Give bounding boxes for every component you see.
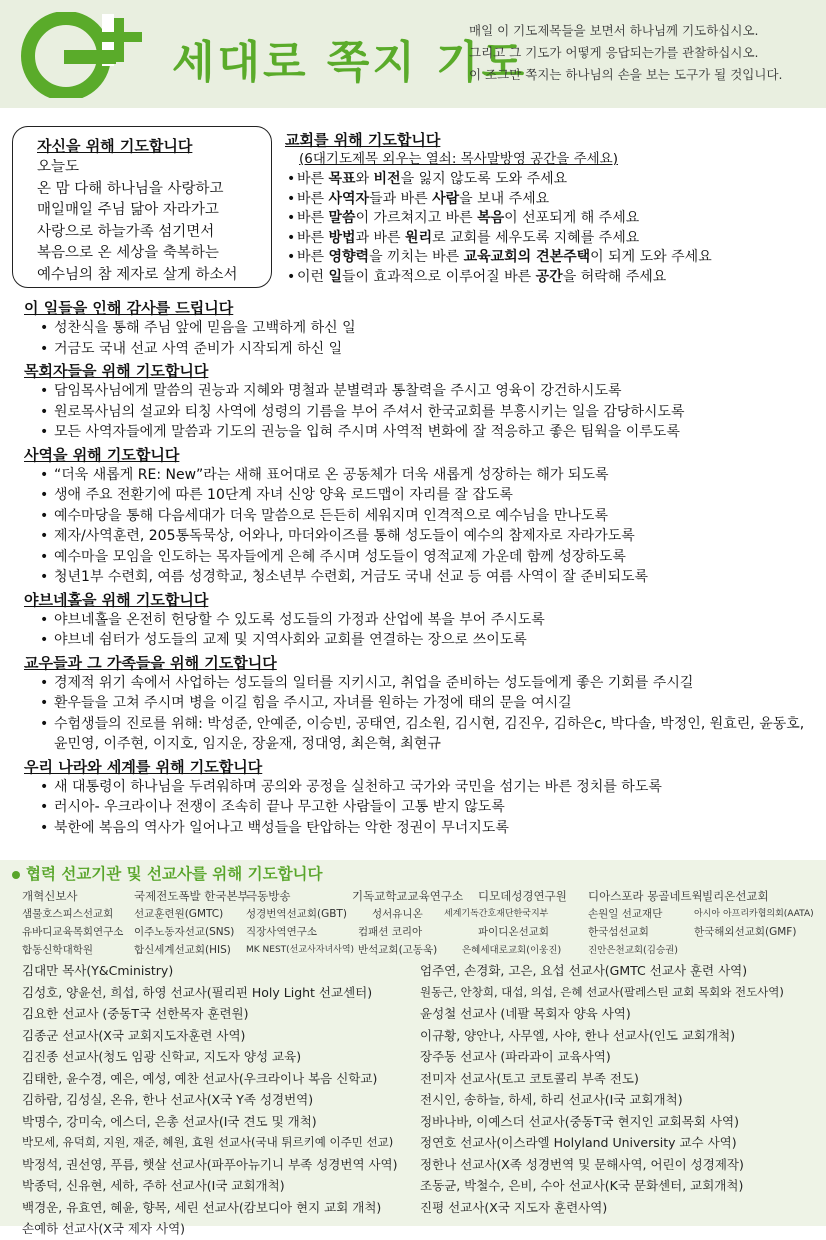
- org-name: 유바디교육목회연구소: [22, 926, 124, 938]
- missionary-entry: 전미자 선교사(토고 코토콜리 부족 전도): [420, 1070, 639, 1086]
- missionaries-left-column: [22, 960, 398, 1240]
- members-section: [24, 653, 814, 755]
- prayer-item: • 거금도 국내 선교 사역 준비가 시작되게 하신 일: [24, 339, 814, 360]
- prayer-item: • 성찬식을 통해 주님 앞에 믿음을 고백하게 하신 일: [24, 318, 814, 339]
- cooperating-missions-panel: [0, 860, 826, 1236]
- church-prayer-title: 교회를 위해 기도합니다: [285, 131, 441, 149]
- section-title: 사역을 위해 기도합니다: [24, 445, 180, 464]
- church-prayer-item: • 바른 방법과 바른 원리로 교회를 세우도록 지혜를 주세요: [285, 229, 815, 249]
- church-prayer-section: [285, 130, 815, 288]
- self-prayer-line: 오늘도: [37, 159, 80, 175]
- church-prayer-item: • 바른 말씀이 가르쳐지고 바른 복음이 선포되게 해 주세요: [285, 209, 815, 229]
- section-title: 교우들과 그 가족들을 위해 기도합니다: [24, 653, 277, 672]
- missionary-entry: 조동균, 박철수, 은비, 수아 선교사(K국 문화센터, 교회개척): [420, 1178, 744, 1193]
- church-prayer-item: • 바른 사역자들과 바른 사람을 보내 주세요: [285, 190, 815, 210]
- self-prayer-line: 사랑으로 하늘가족 섬기면서: [37, 223, 215, 240]
- section-title: 목회자들을 위해 기도합니다: [24, 362, 209, 380]
- prayer-item: • “더욱 새롭게 RE: New”라는 새해 표어대로 온 공동체가 더욱 새롭게 성장하는 해가 되도록: [24, 465, 814, 486]
- prayer-item: • 야브네 쉼터가 성도들의 교제 및 지역사회와 교회를 연결하는 장으로 쓰이도록: [24, 630, 814, 651]
- missionary-entry: 김태한, 윤수경, 예은, 예성, 예찬 선교사(우크라이나 복음 신학교): [22, 1070, 378, 1086]
- missionary-entry: 박모세, 유덕희, 지원, 재준, 혜원, 효원 선교사(국내 튀르키예 이주민 선교): [22, 1135, 394, 1149]
- self-prayer-title: 자신을 위해 기도합니다: [37, 137, 193, 155]
- church-prayer-list: [285, 170, 815, 288]
- org-name: 성서유니온: [372, 908, 423, 920]
- pastors-section: [24, 361, 814, 443]
- page-title: 세대로 쪽지 기도: [172, 37, 528, 88]
- prayer-item: • 모든 사역자들에게 말씀과 기도의 권능을 입혀 주시며 사역적 변화에 잘 적응하고 좋은 팀웍을 이루도록: [24, 422, 814, 443]
- church-prayer-item: • 바른 영향력을 끼치는 바른 교육교회의 견본주택이 되게 도와 주세요: [285, 248, 815, 268]
- prayer-item: • 야브네홀을 온전히 헌당할 수 있도록 성도들의 가정과 산업에 복을 부어 주시도록: [24, 610, 814, 631]
- church-prayer-item: • 바른 목표와 비전을 잃지 않도록 도와 주세요: [285, 170, 815, 190]
- org-name: 아시아 아프리카협의회(AATA): [694, 909, 814, 919]
- missionary-entry: 윤성철 선교사 (네팔 목회자 양육 사역): [420, 1006, 631, 1021]
- missionary-entry: 김성호, 양윤선, 희섭, 하영 선교사(필리핀 Holy Light 선교센터): [22, 984, 373, 1000]
- missionary-entry: 김요한 선교사 (중동T국 선한목자 훈련원): [22, 1006, 249, 1021]
- self-prayer-line: 복음으로 온 세상을 축복하는: [37, 245, 219, 261]
- org-name: 파이디온선교회: [478, 926, 550, 938]
- missionary-entry: 전시인, 송하늘, 하세, 하리 선교사(I국 교회개척): [420, 1092, 683, 1107]
- bullet-dot-icon: [12, 871, 20, 879]
- org-name: 반석교회(고동욱): [358, 944, 438, 956]
- self-prayer-text: [37, 157, 238, 286]
- org-name: 디아스포라 몽골네트웍: [588, 889, 703, 903]
- org-name: 디모데성경연구원: [478, 889, 567, 903]
- self-prayer-line: 예수님의 참 제자로 살게 하소서: [37, 266, 238, 283]
- org-name: 성경번역선교회(GBT): [246, 908, 347, 920]
- yavne-hall-section: [24, 590, 814, 651]
- org-name: 손원일 선교재단: [588, 908, 663, 920]
- missionary-entry: 정바나바, 이예스더 선교사(중동T국 현지인 교회목회 사역): [420, 1113, 739, 1129]
- header-subtitle: [469, 20, 783, 86]
- missionary-entry: 장주동 선교사 (파라과이 교육사역): [420, 1049, 611, 1064]
- missionary-entry: 김종군 선교사(X국 교회지도자훈련 사역): [22, 1027, 246, 1043]
- prayer-item: • 담임목사님에게 말씀의 권능과 지혜와 명철과 분별력과 통찰력을 주시고 영육이 강건하시도록: [24, 381, 814, 402]
- missionary-entry: 정연호 선교사(이스라엘 Holyland University 교수 사역): [420, 1135, 737, 1150]
- org-name: 은혜세대로교회(이웅진): [462, 945, 562, 956]
- self-prayer-box: [12, 126, 272, 288]
- missionaries-right-column: [420, 960, 784, 1218]
- org-name: 합신세계선교회(HIS): [134, 944, 231, 956]
- missionary-entry: 박정석, 권선영, 푸름, 햇살 선교사(파푸아뉴기니 부족 성경번역 사역): [22, 1156, 398, 1172]
- missionary-entry: 김하람, 김성실, 온유, 한나 선교사(X국 Y족 성경번역): [22, 1092, 314, 1107]
- section-title: 이 일들을 인해 감사를 드립니다: [24, 299, 234, 317]
- org-name: 선교훈련원(GMTC): [134, 908, 224, 920]
- subtitle-line: 이 조그만 쪽지는 하나님의 손을 보는 도구가 될 것입니다.: [469, 67, 783, 82]
- missionary-entry: 박명수, 강미숙, 에스더, 은총 선교사(I국 견도 및 개척): [22, 1113, 317, 1129]
- org-name: 국제전도폭발 한국본부: [134, 889, 249, 903]
- missionary-entry: 원동근, 안창희, 대섭, 의섭, 은혜 선교사(팔레스틴 교회 목회와 전도사역): [420, 984, 784, 999]
- cross-logo-icon: [14, 12, 164, 98]
- org-name: 샘물호스피스선교회: [22, 908, 114, 920]
- header-banner: [0, 0, 826, 108]
- missionary-entry: 이규황, 양안나, 사무엘, 사야, 한나 선교사(인도 교회개척): [420, 1027, 736, 1043]
- ministry-section: [24, 445, 814, 588]
- coop-title: 협력 선교기관 및 선교사를 위해 기도합니다: [12, 862, 323, 884]
- prayer-item: • 수험생들의 진로를 위해: 박성준, 안예준, 이승빈, 공태연, 김소원, 김시현, 김진우, 김하은c, 박다솔, 박정인, 원효린, 윤동호, 윤민영, 이주현, 이지호, 임지운, 장윤재, 정대영, 최은혁, 최현규: [24, 714, 814, 755]
- church-prayer-item: • 이런 일들이 효과적으로 이루어질 바른 공간을 허락해 주세요: [285, 268, 815, 288]
- missionary-entry: 손예하 선교사(X국 제자 사역): [22, 1221, 186, 1236]
- prayer-item: • 생애 주요 전환기에 따른 10단계 자녀 신앙 양육 로드맵이 자리를 잘 잡도록: [24, 485, 814, 506]
- prayer-item: • 러시아- 우크라이나 전쟁이 조속히 끝나 무고한 사람들이 고통 받지 않도록: [24, 797, 814, 818]
- prayer-item: • 청년1부 수련회, 여름 성경학교, 청소년부 수련회, 거금도 국내 선교 등 여름 사역이 잘 준비되도록: [24, 567, 814, 588]
- subtitle-line: 그리고 그 기도가 어떻게 응답되는가를 관찰하십시오.: [469, 45, 759, 60]
- org-name: 직장사역연구소: [246, 926, 318, 938]
- church-prayer-subtitle: (6대기도제목 외우는 열쇠: 목사말방영 공간을 주세요): [299, 151, 618, 167]
- org-name: 세계기독간호재단한국지부: [444, 909, 549, 919]
- section-title: 우리 나라와 세계를 위해 기도합니다: [24, 757, 263, 776]
- section-title: 야브네홀을 위해 기도합니다: [24, 590, 209, 609]
- org-name: 합동신학대학원: [22, 944, 94, 956]
- subtitle-line: 매일 이 기도제목들을 보면서 하나님께 기도하십시오.: [469, 23, 759, 38]
- org-name: 빌리온선교회: [702, 889, 769, 903]
- prayer-item: • 북한에 복음의 역사가 일어나고 백성들을 탄압하는 악한 정권이 무너지도록: [24, 818, 814, 839]
- prayer-item: • 예수마당을 통해 다음세대가 더욱 말씀으로 든든히 세워지며 인격적으로 예수님을 만나도록: [24, 506, 814, 527]
- nation-world-section: [24, 757, 814, 839]
- org-name: MK NEST(선교사자녀사역): [246, 945, 355, 955]
- org-name: 기독교학교교육연구소: [352, 889, 464, 903]
- org-name: 컴패션 코리아: [358, 926, 423, 938]
- org-name: 한국해외선교회(GMF): [694, 926, 797, 938]
- prayer-item: • 제자/사역훈련, 205통독묵상, 어와나, 마더와이즈를 통해 성도들이 예수의 참제자로 자라가도록: [24, 526, 814, 547]
- prayer-item: • 원로목사님의 설교와 티칭 사역에 성령의 기름을 부어 주셔서 한국교회를 부흥시키는 일을 감당하시도록: [24, 402, 814, 423]
- missionary-entry: 백경운, 유효연, 혜윤, 향목, 세린 선교사(캄보디아 현지 교회 개척): [22, 1199, 382, 1215]
- missionary-entry: 진평 선교사(X국 지도자 훈련사역): [420, 1199, 608, 1215]
- missionary-entry: 김진종 선교사(청도 임광 신학교, 지도자 양성 교육): [22, 1049, 302, 1064]
- org-name: 진안은천교회(김승권): [588, 945, 679, 956]
- org-name: 개혁신보사: [22, 889, 78, 903]
- missionary-entry: 김대만 목사(Y&Cministry): [22, 963, 174, 978]
- self-prayer-line: 온 맘 다해 하나님을 사랑하고: [37, 180, 224, 197]
- prayer-item: • 예수마을 모임을 인도하는 목자들에게 은혜 주시며 성도들이 영적교제 가운데 함께 성장하도록: [24, 547, 814, 568]
- self-prayer-line: 매일매일 주님 닮아 자라가고: [37, 202, 219, 218]
- org-name: 한국섬선교회: [588, 926, 649, 938]
- prayer-item: • 경제적 위기 속에서 사업하는 성도들의 일터를 지키시고, 취업을 준비하는 성도들에게 좋은 기회를 주시길: [24, 673, 814, 694]
- missionary-entry: 정한나 선교사(X족 성경번역 및 문해사역, 어린이 성경제작): [420, 1156, 744, 1172]
- prayer-item: • 환우들을 고쳐 주시며 병을 이길 힘을 주시고, 자녀를 원하는 가정에 태의 문을 여시길: [24, 693, 814, 714]
- prayer-sections: [24, 298, 814, 840]
- missionary-entry: 엄주연, 손경화, 고은, 요섭 선교사(GMTC 선교사 훈련 사역): [420, 963, 748, 978]
- prayer-item: • 새 대통령이 하나님을 두려워하며 공의와 공정을 실천하고 국가와 국민을 섬기는 바른 정치를 하도록: [24, 777, 814, 798]
- missionary-entry: 박종덕, 신유현, 세하, 주하 선교사(I국 교회개척): [22, 1178, 285, 1193]
- org-name: 극동방송: [246, 889, 291, 903]
- org-name: 이주노동자선교(SNS): [134, 926, 235, 938]
- thanks-section: [24, 298, 814, 359]
